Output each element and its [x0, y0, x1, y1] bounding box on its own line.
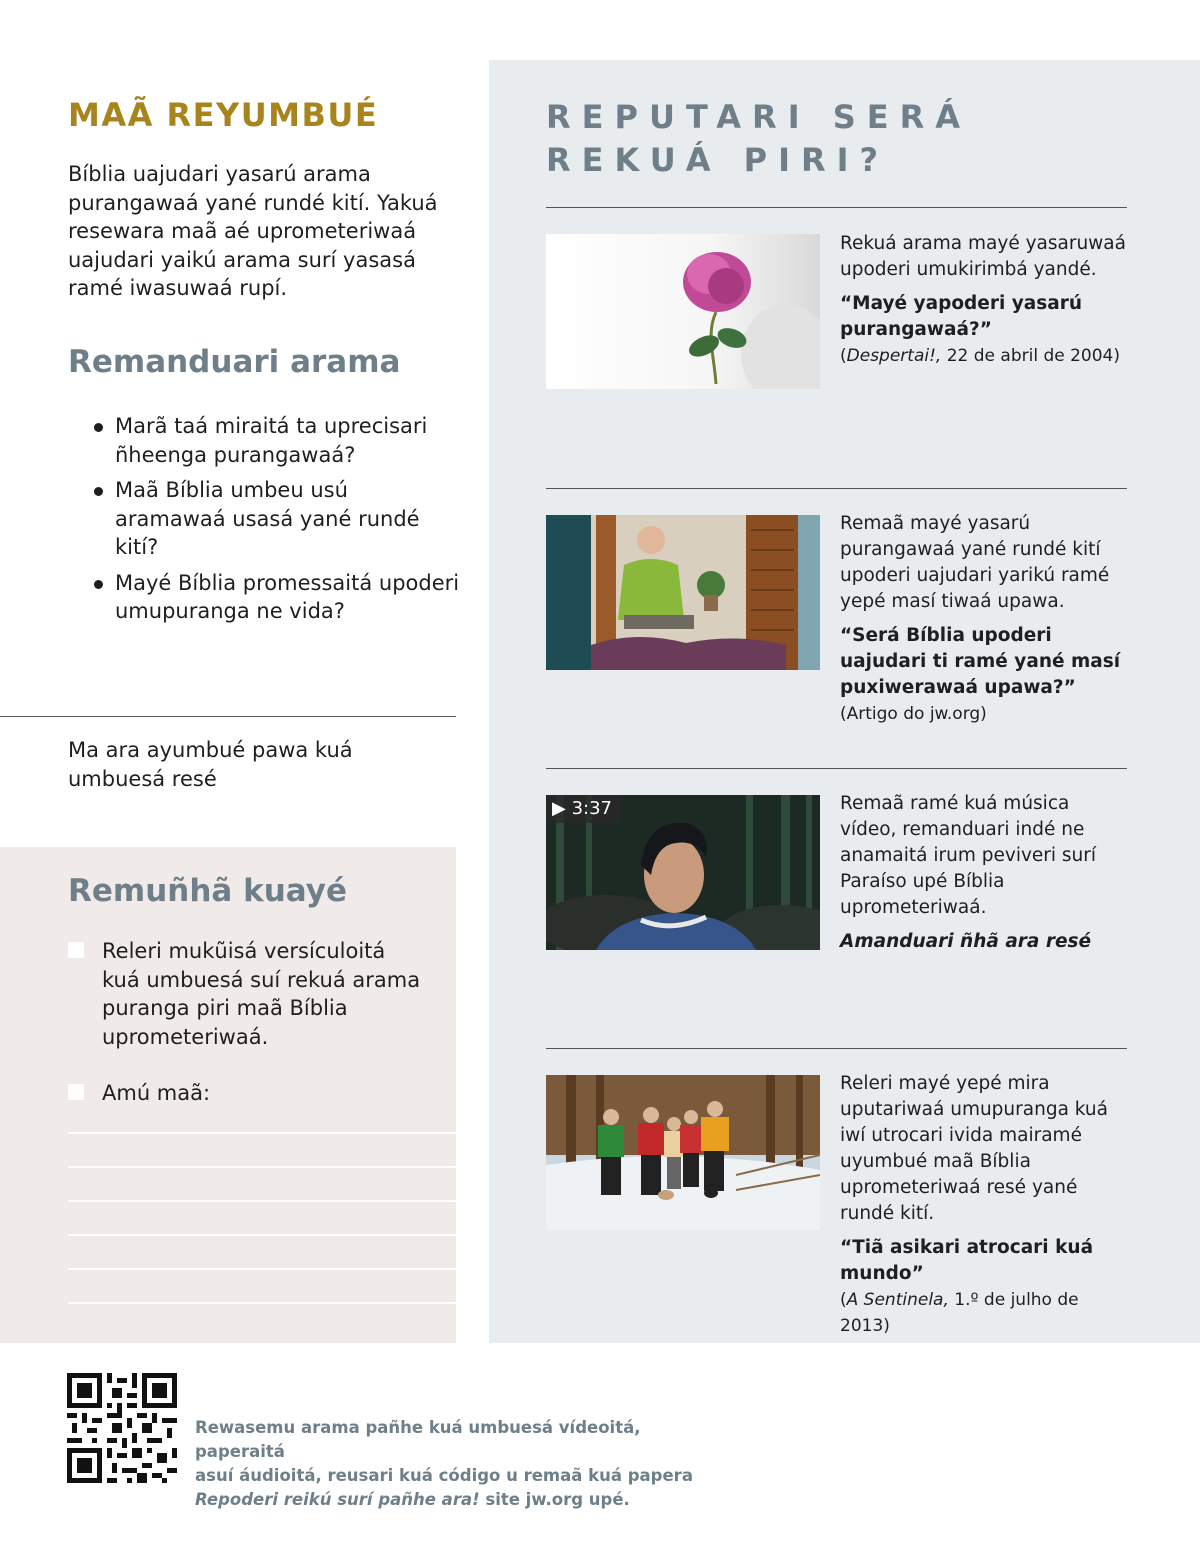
checkbox[interactable] [68, 942, 84, 958]
task-item [68, 1079, 428, 1108]
writing-line[interactable] [68, 1166, 456, 1168]
task-text: Amú maã: [102, 1081, 211, 1105]
question-item: Mayé Bíblia promessaitá upoderi umupuranga ne vida? [92, 569, 460, 626]
qr-code-icon[interactable] [67, 1373, 177, 1483]
resource-item [840, 511, 1130, 727]
divider [546, 207, 1127, 208]
resource-source: (Artigo do jw.org) [840, 704, 987, 724]
resource-item [840, 1071, 1130, 1339]
resource-link[interactable]: “Será Bíblia upoderi uajudari ti ramé yané masí puxiwerawaá upawa?” [840, 625, 1121, 698]
footer-line: Rewasemu arama pañhe kuá umbuesá vídeoitá, paperaitá [195, 1418, 641, 1461]
task-text: Releri mukũisá versículoitá kuá umbuesá suí rekuá arama puranga piri maã Bíblia uprometeriwaá. [102, 939, 421, 1049]
page-title: MAÃ REYUMBUÉ [68, 96, 379, 134]
questions-list [92, 412, 460, 633]
explore-title-line1: REPUTARI SERÁ [546, 98, 972, 136]
resource-description: Releri mayé yepé mira uputariwaá umupuranga kuá iwí utrocari ivida mairamé uyumbué maã Bíblia uprometeriwaá resé yané rundé kití. [840, 1073, 1108, 1224]
questions-heading: Remanduari arama [68, 344, 401, 380]
resource-link[interactable]: Amanduari ñhã ara resé [840, 931, 1092, 952]
resource-source: (Despertai!, 22 de abril de 2004) [840, 346, 1121, 366]
writing-line[interactable] [68, 1132, 456, 1134]
man-in-wheelchair-image [546, 515, 820, 670]
divider [546, 768, 1127, 769]
footer-line: asuí áudioitá, reusari kuá código u remaã kuá papera [195, 1466, 693, 1485]
writing-line[interactable] [68, 1302, 456, 1304]
tasks-box [0, 847, 456, 1343]
divider [0, 716, 456, 717]
family-walking-in-snow-image [546, 1075, 820, 1230]
flower-image [546, 234, 820, 389]
footer-app-name: Repoderi reikú surí pañhe ara! [195, 1490, 480, 1509]
resource-item [840, 791, 1130, 955]
writing-line[interactable] [68, 1200, 456, 1202]
resource-link[interactable]: “Tiã asikari atrocari kuá mundo” [840, 1237, 1094, 1284]
divider [546, 1048, 1127, 1049]
explore-title [546, 96, 1146, 182]
explore-title-line2: REKUÁ PIRI? [546, 141, 890, 179]
divider [546, 488, 1127, 489]
resource-link[interactable]: “Mayé yapoderi yasarú purangawaá?” [840, 293, 1083, 340]
video-duration-badge: ▶ 3:37 [546, 795, 620, 823]
writing-line[interactable] [68, 1234, 456, 1236]
resource-item [840, 231, 1130, 369]
next-lesson-text: Ma ara ayumbué pawa kuá umbuesá resé [68, 738, 353, 791]
writing-line[interactable] [68, 1268, 456, 1270]
resource-description: Rekuá arama mayé yasaruwaá upoderi umukirimbá yandé. [840, 233, 1126, 280]
resource-description: Remaã mayé yasarú purangawaá yané rundé kití upoderi uajudari yarikú ramé yepé masí tiwaá upawa. [840, 513, 1110, 612]
checkbox[interactable] [68, 1084, 84, 1100]
question-item: Maã Bíblia umbeu usú aramawaá usasá yané rundé kití? [92, 476, 460, 562]
footer-note [195, 1416, 715, 1512]
tasks-heading: Remuñhã kuayé [68, 873, 347, 909]
task-item [68, 937, 428, 1051]
man-in-forest-video-thumbnail[interactable] [546, 795, 820, 950]
footer-line: site jw.org upé. [479, 1490, 630, 1509]
resource-source: (A Sentinela, 1.º de julho de 2013) [840, 1290, 1079, 1336]
intro-paragraph: Bíblia uajudari yasarú arama purangawaá yané rundé kití. Yakuá resewara maã aé uprometeriwaá uajudari yaikú arama surí yasasá ramé iwasuwaá rupí. [68, 162, 438, 300]
resource-description: Remaã ramé kuá música vídeo, remanduari indé ne anamaitá irum peviveri surí Paraíso upé Bíblia uprometeriwaá. [840, 793, 1097, 918]
question-item: Marã taá miraitá ta uprecisari ñheenga purangawaá? [92, 412, 460, 469]
